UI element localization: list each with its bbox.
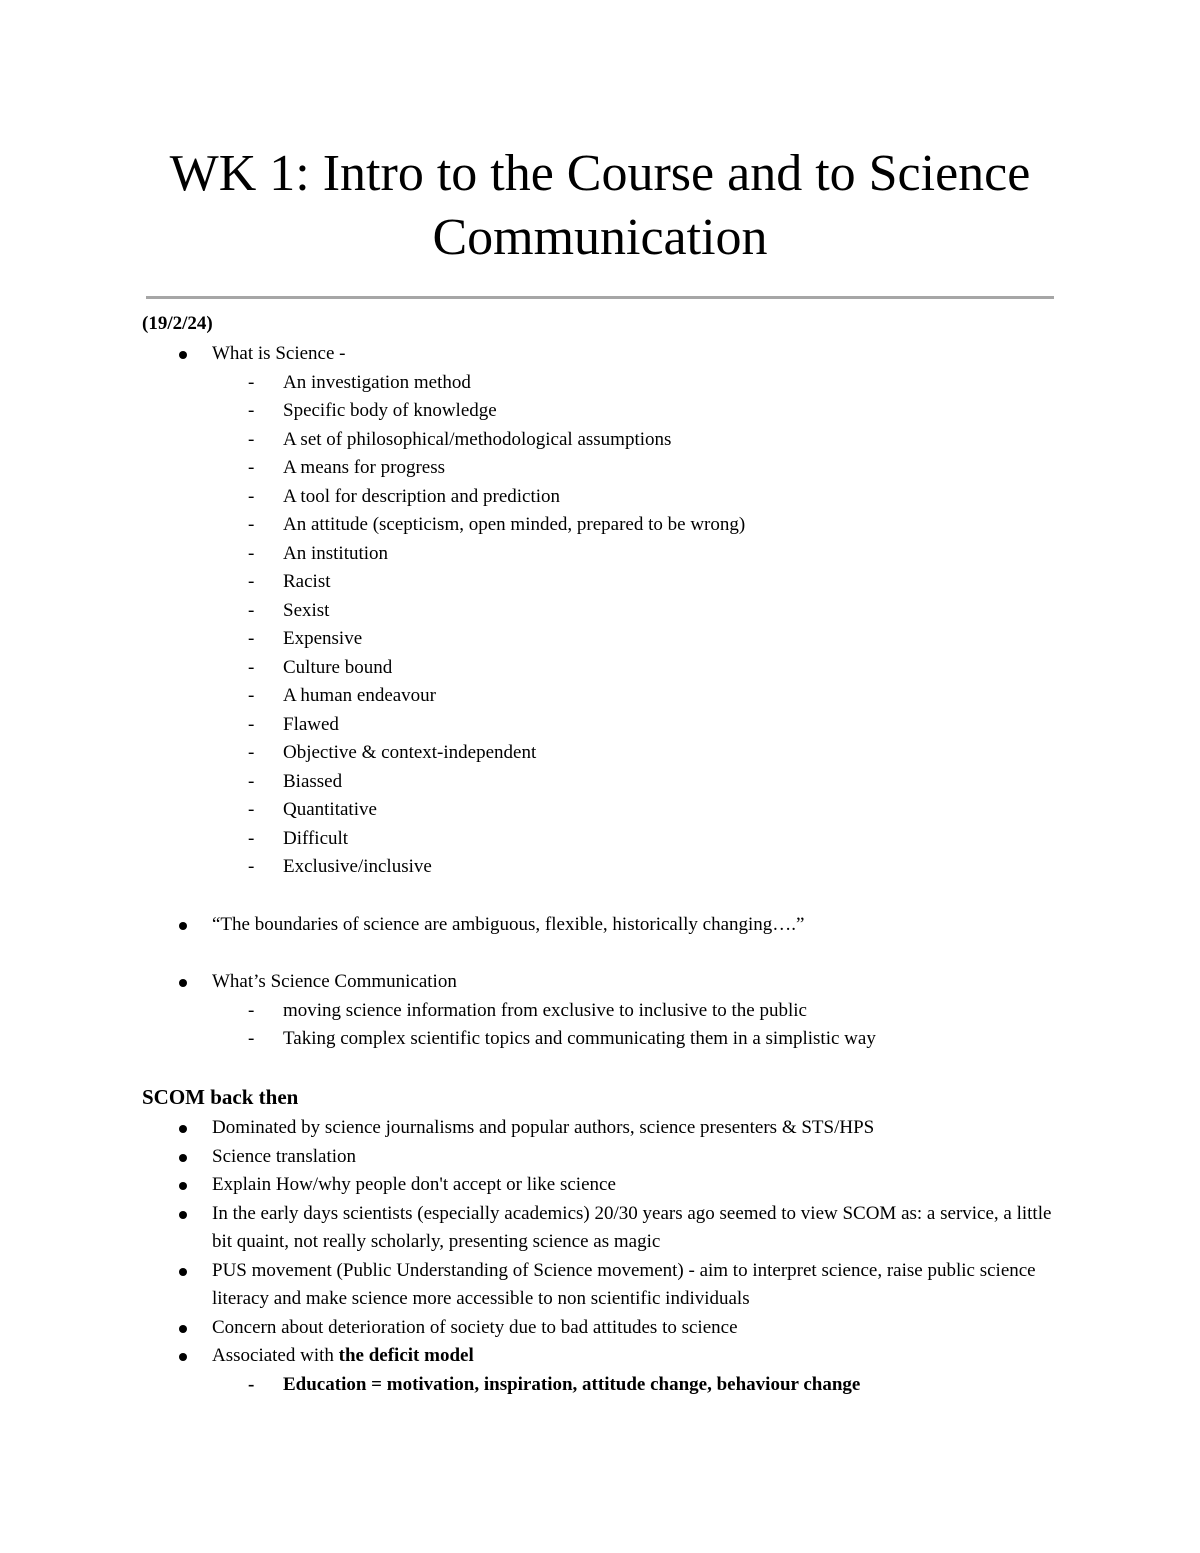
lecture-date: (19/2/24): [142, 313, 213, 334]
dash-icon: -: [248, 799, 255, 820]
sub-item-text: A tool for description and prediction: [283, 485, 561, 507]
bullet-text: PUS movement (Public Understanding of Science movement) - aim to interpret science, raise public science literacy and make science more accessible to non scientific individuals: [212, 1259, 1036, 1309]
bullet-text: Explain How/why people don't accept or like science: [212, 1174, 616, 1195]
bullet-text: Dominated by science journalisms and popular authors, science presenters & STS/HPS: [212, 1117, 875, 1138]
list-item: [0, 1114, 1200, 1143]
dash-icon: -: [248, 400, 255, 421]
list-item: [0, 1342, 1200, 1371]
dash-icon: -: [248, 742, 255, 763]
dash-icon: -: [248, 827, 255, 849]
sub-item-text: Difficult: [283, 827, 349, 849]
dash-icon: -: [248, 999, 255, 1021]
sub-list-item: [0, 796, 1200, 825]
sub-list-item: [0, 768, 1200, 797]
list-item: [0, 340, 1200, 369]
sub-item-text: Quantitative: [283, 799, 377, 820]
sub-list-item: [0, 654, 1200, 683]
page-title: WK 1: Intro to the Course and to Science Communication: [169, 145, 1031, 266]
sub-item-text: Objective & context-independent: [283, 742, 537, 763]
dash-icon: -: [248, 457, 255, 478]
sub-item-text: Racist: [283, 571, 331, 592]
dash-icon: -: [248, 1373, 255, 1395]
bullet-icon: [179, 979, 187, 987]
bullet-icon: [179, 1268, 187, 1276]
list-item: [0, 1314, 1200, 1343]
bullet-text: In the early days scientists (especially academics) 20/30 years ago seemed to view SCOM as: a service, a little bit quaint, not really scholarly, presenting science as magic: [212, 1202, 1052, 1252]
dash-icon: -: [248, 656, 255, 678]
list-item: [0, 1143, 1200, 1172]
dash-icon: -: [248, 514, 255, 535]
bullet-text: Concern about deterioration of society due to bad attitudes to science: [212, 1316, 738, 1338]
sub-list-item: [0, 568, 1200, 597]
sub-item-text: An institution: [283, 542, 389, 564]
sub-list-item: [0, 711, 1200, 740]
sub-list-item: [0, 540, 1200, 569]
sub-item-text: moving science information from exclusive to inclusive to the public: [283, 999, 807, 1021]
what-is-science-list: [0, 340, 1200, 882]
dash-icon: -: [248, 599, 255, 621]
bullet-icon: [179, 1154, 187, 1162]
sub-list-item: [0, 1371, 1200, 1400]
bullet-text: Science translation: [212, 1145, 357, 1167]
sub-item-text: Sexist: [283, 599, 330, 621]
sub-item-text: Specific body of knowledge: [283, 400, 497, 421]
title-divider: [146, 296, 1054, 299]
bullet-icon: [179, 1125, 187, 1133]
sub-list-item: [0, 397, 1200, 426]
sub-item-text: A human endeavour: [283, 685, 437, 706]
sub-list-item: [0, 997, 1200, 1026]
bullet-icon: [179, 922, 187, 930]
scom-back-then-list: [0, 1114, 1200, 1399]
dash-icon: -: [248, 571, 255, 592]
sub-item-text: Exclusive/inclusive: [283, 856, 432, 877]
bullet-text: What is Science -: [212, 343, 346, 364]
dash-icon: -: [248, 371, 255, 393]
section-heading: SCOM back then: [142, 1085, 299, 1109]
sub-list-item: [0, 426, 1200, 455]
list-item: [0, 1171, 1200, 1200]
bullet-text: What’s Science Communication: [212, 971, 457, 992]
list-item: [0, 1257, 1200, 1314]
sub-list-item: [0, 1025, 1200, 1054]
sub-item-text: Biassed: [283, 770, 343, 792]
bullet-text: [212, 1342, 1062, 1371]
list-item: [0, 968, 1200, 997]
sub-list-item: [0, 511, 1200, 540]
quote-text: “The boundaries of science are ambiguous, flexible, historically changing….”: [212, 914, 805, 935]
sub-item-text: Education = motivation, inspiration, attitude change, behaviour change: [283, 1373, 861, 1395]
sub-item-text: Culture bound: [283, 656, 393, 678]
sub-item-text: An attitude (scepticism, open minded, prepared to be wrong): [283, 514, 746, 535]
dash-icon: -: [248, 770, 255, 792]
list-item: [0, 1200, 1200, 1257]
sub-list-item: [0, 682, 1200, 711]
sub-list-item: [0, 483, 1200, 512]
sub-list-item: [0, 369, 1200, 398]
dash-icon: -: [248, 685, 255, 706]
deficit-model-label: the deficit model: [338, 1345, 474, 1366]
dash-icon: -: [248, 485, 255, 507]
list-item: [0, 911, 1200, 940]
bullet-icon: [179, 1182, 187, 1190]
sub-list-item: [0, 454, 1200, 483]
bullet-icon: [179, 1325, 187, 1333]
sub-list-item: [0, 825, 1200, 854]
dash-icon: -: [248, 856, 255, 877]
sub-item-text: Flawed: [283, 713, 339, 735]
sub-item-text: A means for progress: [283, 457, 445, 478]
whats-scom-list: [0, 968, 1200, 1054]
dash-icon: -: [248, 1028, 255, 1049]
sub-item-text: Taking complex scientific topics and communicating them in a simplistic way: [283, 1028, 876, 1049]
dash-icon: -: [248, 713, 255, 735]
dash-icon: -: [248, 628, 255, 649]
sub-list-item: [0, 625, 1200, 654]
bullet-icon: [179, 351, 187, 359]
bullet-icon: [179, 1353, 187, 1361]
dash-icon: -: [248, 542, 255, 564]
quote-list: [0, 911, 1200, 940]
deficit-prefix: Associated with: [212, 1345, 339, 1366]
sub-item-text: A set of philosophical/methodological assumptions: [283, 428, 672, 450]
bullet-icon: [179, 1211, 187, 1219]
sub-item-text: Expensive: [283, 628, 363, 649]
sub-list-item: [0, 853, 1200, 882]
sub-list-item: [0, 739, 1200, 768]
sub-list-item: [0, 597, 1200, 626]
dash-icon: -: [248, 428, 255, 450]
sub-item-text: An investigation method: [283, 371, 471, 393]
